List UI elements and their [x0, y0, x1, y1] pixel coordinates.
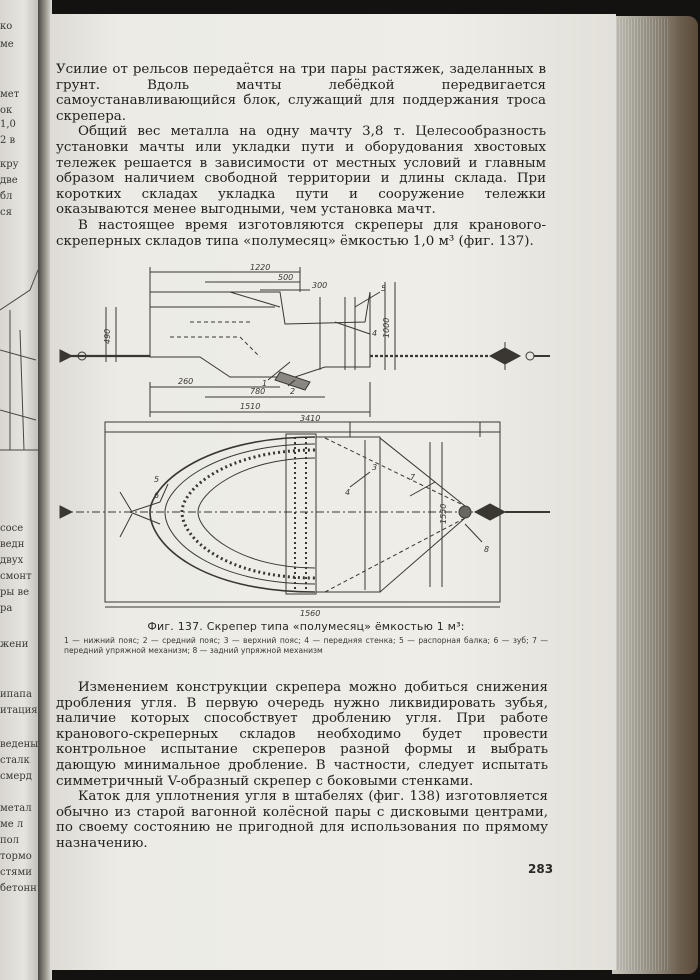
left-page-fragment: двух — [0, 555, 24, 566]
dimension-label: 490 — [103, 328, 112, 344]
left-page-fragment: ме л — [0, 819, 24, 830]
part-number-label: 1 — [262, 379, 268, 388]
left-page-fragment: ипапа — [0, 689, 32, 700]
part-number-label: 4 — [372, 329, 378, 338]
paragraph: Общий вес металла на одну мачту 3,8 т. Целесообразность установки мачты или укладки пути и оборудования хвостовых тележек решается в зависимости от местных условий и главным образом наличием свободной территории и длины склада. При коротких складах укладка пути и сооружение тележки оказываются менее выгодными, чем установка мачт. — [56, 124, 546, 218]
text-block-top — [56, 62, 546, 249]
left-page-fragment: 2 в — [0, 135, 16, 146]
left-page-fragment: бетонн — [0, 883, 37, 894]
dimension-label: 1510 — [240, 402, 261, 411]
left-page-fragment: пол — [0, 835, 20, 846]
scraper-plan-view — [60, 422, 550, 607]
left-page-fragment: ры ве — [0, 587, 30, 598]
left-page-fragment: итация — [0, 705, 38, 716]
left-page-fragment: мет — [0, 89, 20, 100]
figure-legend: 1 — нижний пояс; 2 — средний пояс; 3 — верхний пояс; 4 — передняя стенка; 5 — распорная балка; 6 — зуб; 7 — передний упряжной механизм; 8 — задний упряжной механизм — [64, 636, 548, 655]
part-number-label: 3 — [372, 463, 378, 472]
part-number-label: 7 — [410, 473, 416, 482]
part-number-label: 5 — [154, 475, 160, 484]
book-page — [50, 14, 616, 970]
left-page-fragment: стями — [0, 867, 32, 878]
dimension-label: 500 — [278, 273, 294, 282]
left-page-fragment: ок — [0, 105, 13, 116]
scraper-side-view — [60, 267, 550, 417]
left-page-fragment: ся — [0, 207, 12, 218]
dimension-label: 1000 — [382, 317, 391, 338]
left-page-fragment: ведн — [0, 539, 25, 550]
left-page-fragment: смонт — [0, 571, 32, 582]
left-page-fragment: 1,0 — [0, 119, 16, 130]
left-page-fragment: ведены — [0, 739, 39, 750]
figure-caption-title: Фиг. 137. Скрепер типа «полумесяц» ёмкостью 1 м³: — [147, 620, 465, 633]
page-number: 283 — [528, 862, 554, 876]
left-page-fragment: тормо — [0, 851, 32, 862]
left-page-fragment: ра — [0, 603, 13, 614]
dimension-label: 1560 — [300, 609, 321, 618]
left-page-fragment: метал — [0, 803, 32, 814]
dimension-label: 1550 — [439, 503, 448, 524]
left-page-diagram-fragment — [0, 250, 40, 490]
part-number-label: 4 — [345, 488, 351, 497]
part-number-label: 2 — [290, 387, 296, 396]
text-block-bottom — [56, 680, 548, 852]
paragraph: В настоящее время изготовляются скреперы для кранового-скреперных складов типа «полумесяц» ёмкостью 1,0 м³ (фиг. 137). — [56, 217, 546, 249]
dimension-label: 260 — [178, 377, 194, 386]
dimension-label: 780 — [250, 387, 266, 396]
dimension-label: 3410 — [300, 414, 321, 423]
dimension-label: 300 — [312, 281, 328, 290]
left-page-fragment: сосе — [0, 523, 24, 534]
dimension-label: 1220 — [250, 263, 271, 272]
left-page-fragment: две — [0, 175, 18, 186]
left-page-fragment: ме — [0, 39, 14, 50]
book-page-edge-lines — [616, 18, 668, 970]
left-page-fragment: кру — [0, 159, 19, 170]
left-page-fragment: смерд — [0, 771, 32, 782]
left-page — [0, 0, 40, 980]
left-page-fragment: сталк — [0, 755, 30, 766]
paragraph: Изменением конструкции скрепера можно добиться снижения дробления угля. В первую очередь нужно ликвидировать зубья, наличие которых способствует дроблению угля. При работе кранового-скреперных складов необходимо будет провести контрольное испытание скреперов разной формы и выбрать дающую минимальное дробление. В частности, следует испытать симметричный V-образный скрепер с боковыми стенками. — [56, 680, 548, 789]
paragraph: Каток для уплотнения угля в штабелях (фиг. 138) изготовляется обычно из старой вагонной колёсной пары с дисковыми центрами, по своему состоянию не пригодной для использования по прямому назначению. — [56, 789, 548, 851]
left-page-fragment: жени — [0, 639, 29, 650]
left-page-fragment: ко — [0, 21, 13, 32]
figure-caption — [64, 620, 548, 656]
part-number-label: 5 — [381, 284, 387, 293]
part-number-label: 6 — [154, 491, 160, 500]
left-page-fragment: бл — [0, 191, 13, 202]
figure-137-drawing — [50, 262, 560, 618]
part-number-label: 8 — [484, 545, 490, 554]
paragraph: Усилие от рельсов передаётся на три пары растяжек, заделанных в грунт. Вдоль мачты лебёдкой передвигается самоустанавливающийся блок, служащий для поддержания троса скрепера. — [56, 62, 546, 124]
